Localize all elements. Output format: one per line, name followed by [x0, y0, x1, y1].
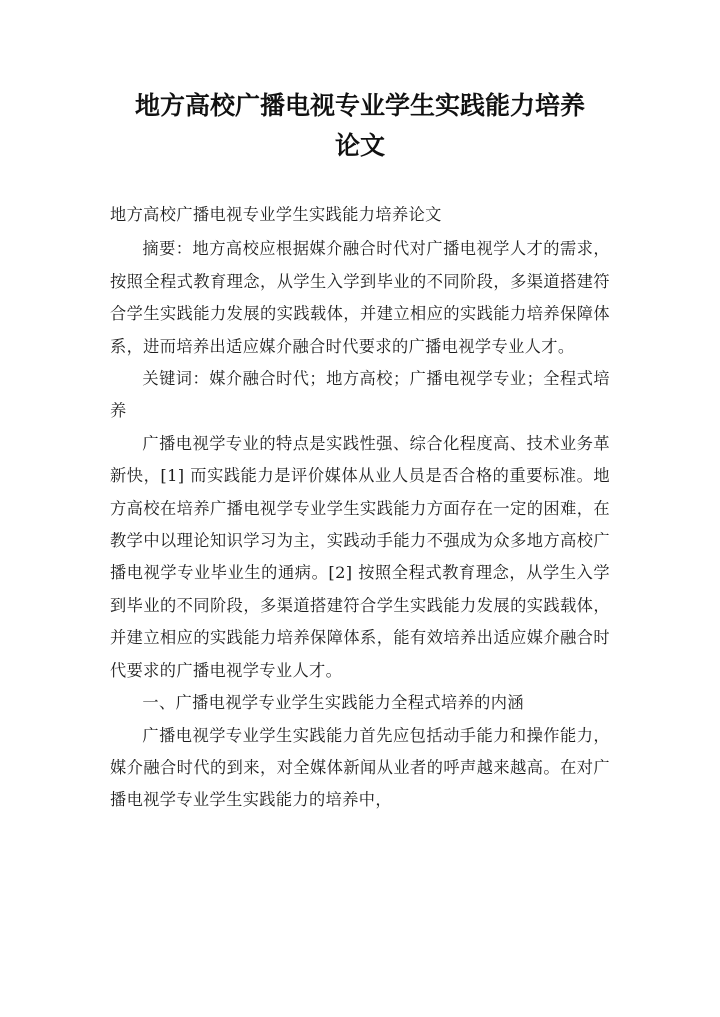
section-heading-1: 一、广播电视学专业学生实践能力全程式培养的内涵 — [142, 693, 524, 713]
document-body — [110, 199, 610, 817]
document-subtitle: 地方高校广播电视专业学生实践能力培养论文 — [110, 205, 442, 224]
keywords-paragraph: 关键词：媒介融合时代；地方高校；广播电视学专业；全程式培养 — [110, 369, 610, 421]
abstract-paragraph: 摘要：地方高校应根据媒介融合时代对广播电视学人才的需求，按照全程式教育理念，从学生入学到毕业的不同阶段，多渠道搭建符合学生实践能力发展的实践载体，并建立相应的实践能力培养保障体系，进而培养出适应媒介融合时代要求的广播电视学专业人才。 — [110, 239, 610, 356]
document-title-line-2: 论文 — [334, 131, 385, 160]
body-paragraph-2: 广播电视学专业学生实践能力首先应包括动手能力和操作能力，媒介融合时代的到来，对全媒体新闻从业者的呼声越来越高。在对广播电视学专业学生实践能力的培养中， — [110, 725, 610, 810]
document-title-line-1: 地方高校广播电视专业学生实践能力培养 — [134, 91, 585, 120]
body-paragraph-1: 广播电视学专业的特点是实践性强、综合化程度高、技术业务革新快，[1] 而实践能力是评价媒体从业人员是否合格的重要标准。地方高校在培养广播电视学专业学生实践能力方面存在一定的困难，在教学中以理论知识学习为主，实践动手能力不强成为众多地方高校广播电视学专业毕业生的通病。[2] 按照全程式教育理念，从学生入学到毕业的不同阶段，多渠道搭建符合学生实践能力发展的实践载体，并建立相应的实践能力培养保障体系，能有效培养出适应媒介融合时代要求的广播电视学专业人才。 — [110, 433, 610, 680]
